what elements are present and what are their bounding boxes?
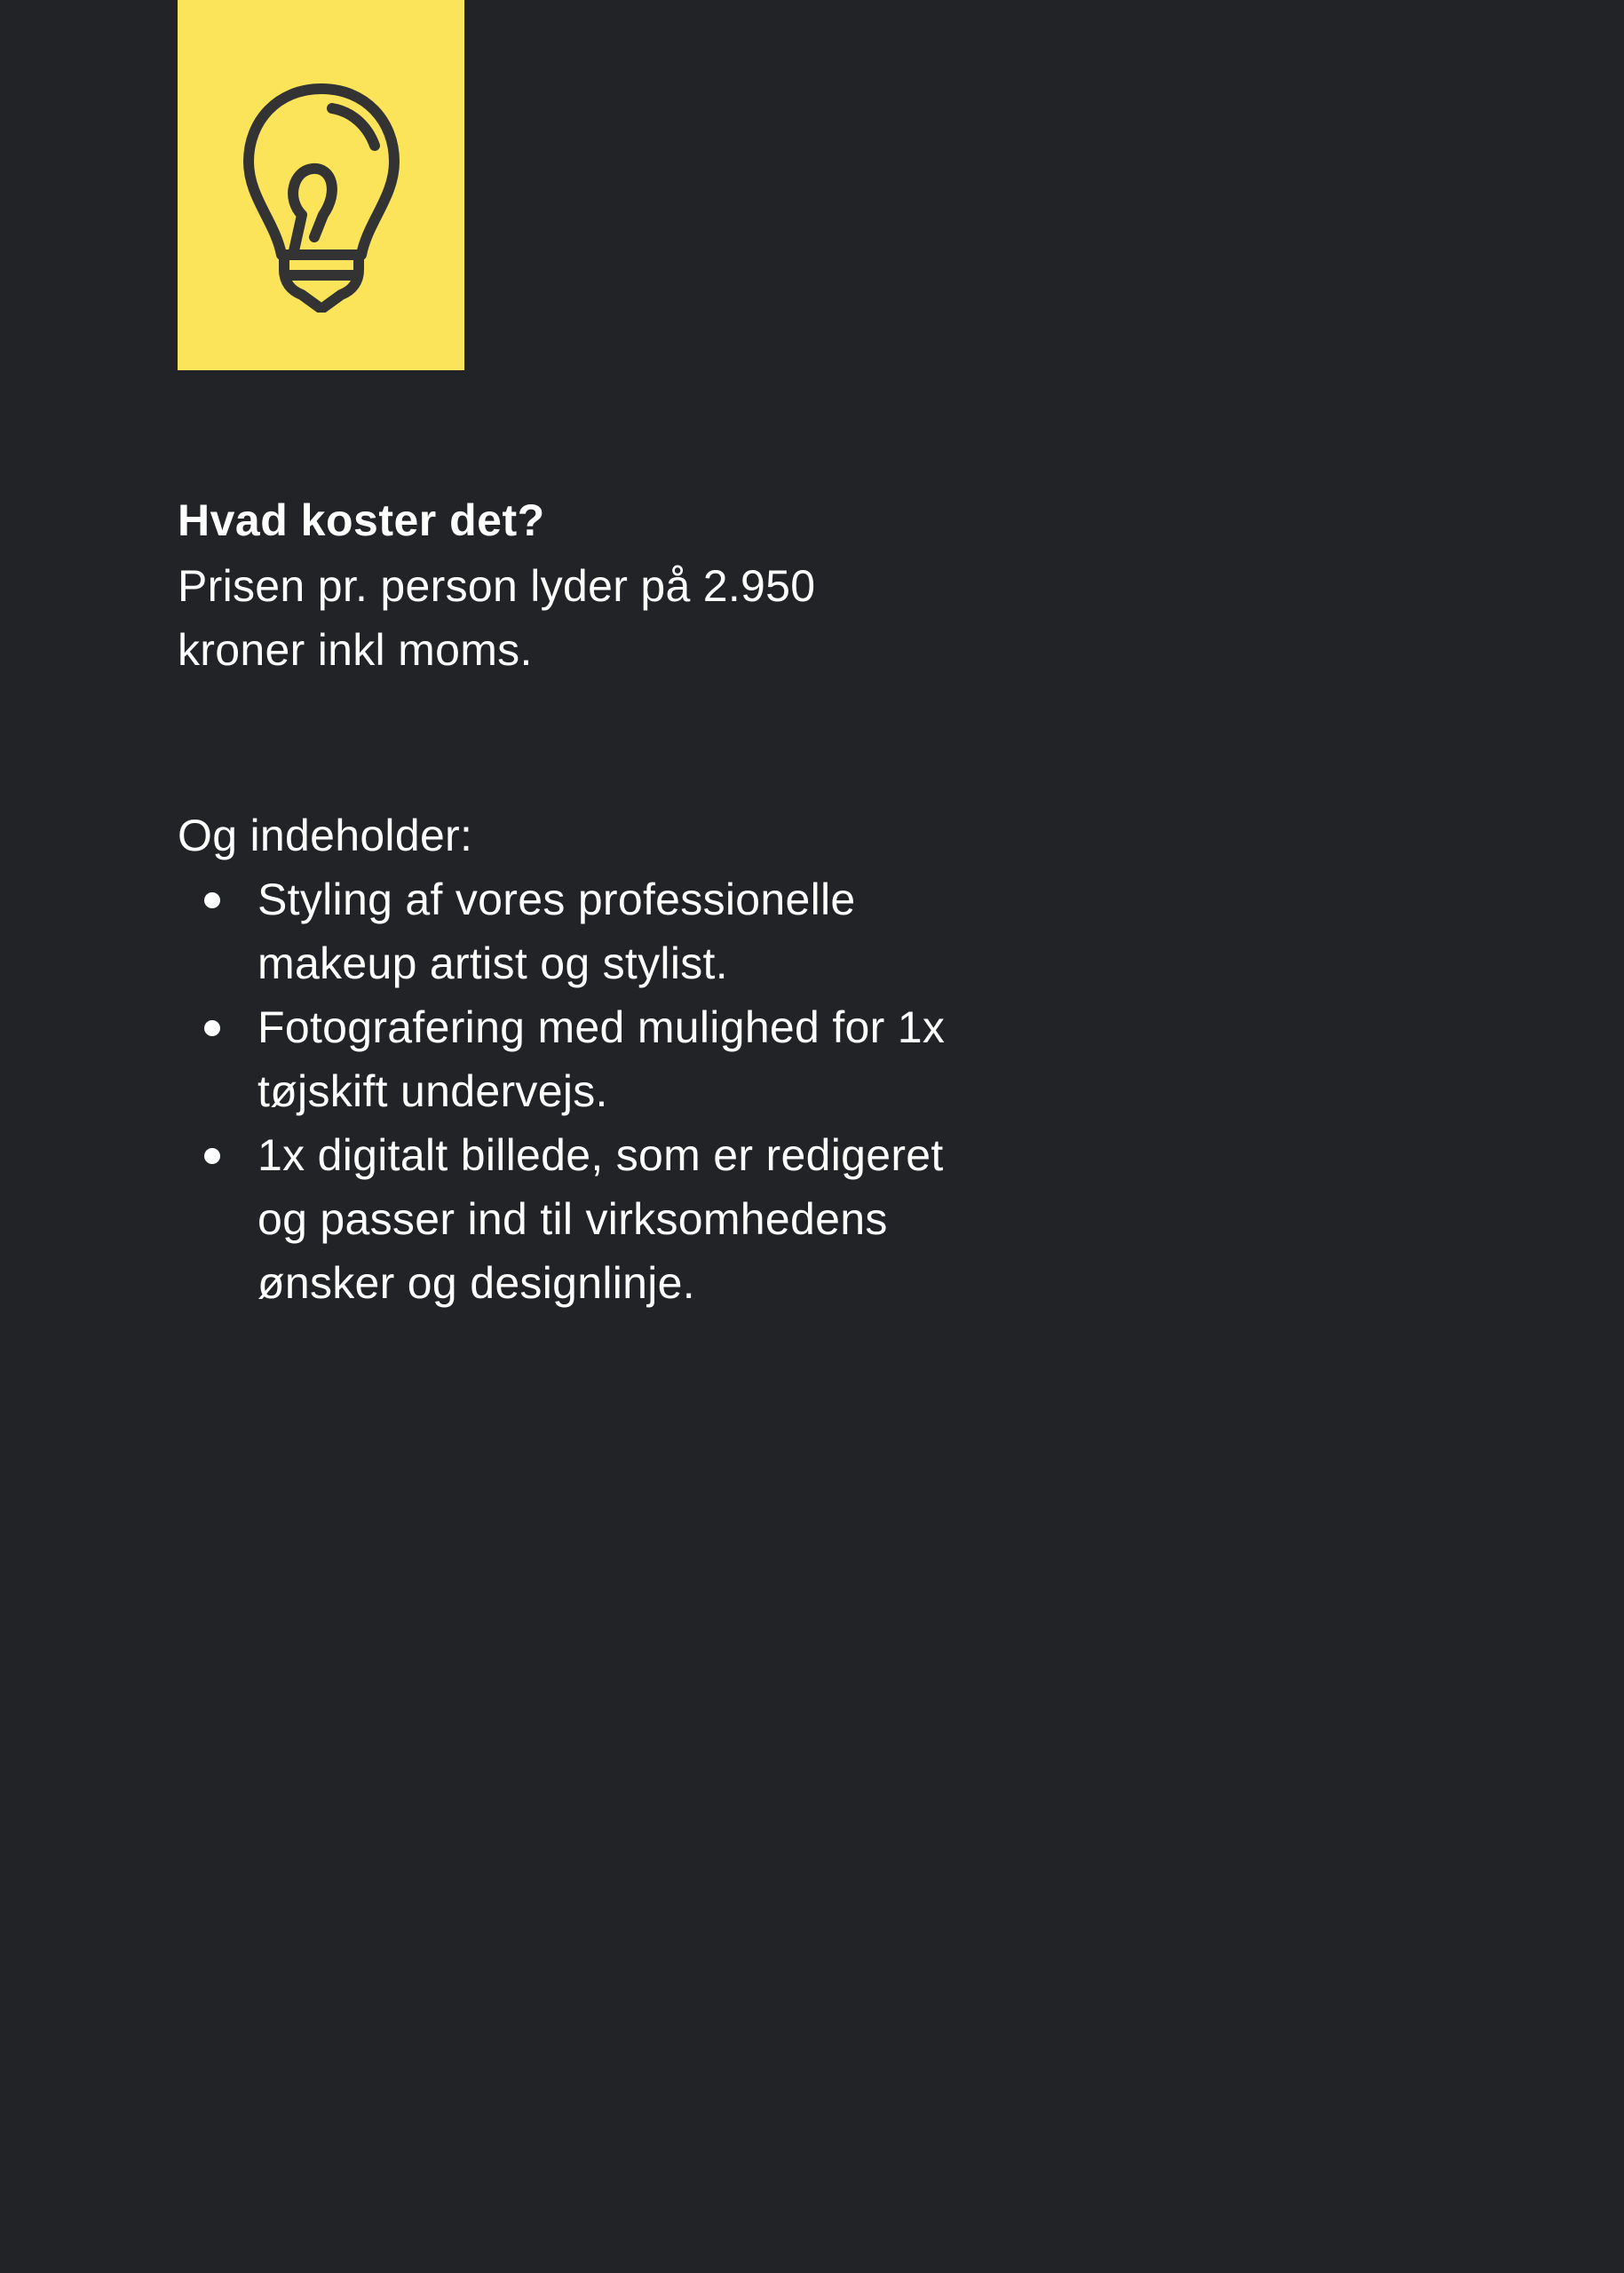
bullet-icon xyxy=(204,892,220,908)
pricing-heading: Hvad koster det? xyxy=(178,495,545,545)
bullet-icon xyxy=(204,1148,220,1164)
price-text: Prisen pr. person lyder på 2.950 kroner inkl moms. xyxy=(178,561,816,675)
pricing-section xyxy=(178,487,977,1315)
contents-label: Og indeholder: xyxy=(178,811,473,860)
list-item-text: 1x digitalt billede, som er redigeret og passer ind til virksomhedens ønsker og designlinje. xyxy=(257,1130,944,1308)
bullet-icon xyxy=(204,1020,220,1036)
contents-list xyxy=(178,867,977,1315)
list-item-text: Styling af vores professionelle makeup artist og stylist. xyxy=(257,875,856,988)
list-item-text: Fotografering med mulighed for 1x tøjskift undervejs. xyxy=(257,1002,946,1116)
lightbulb-icon xyxy=(242,82,401,313)
list-item xyxy=(178,1123,968,1315)
list-item xyxy=(178,867,968,995)
list-item xyxy=(178,995,968,1123)
icon-block xyxy=(178,0,464,370)
